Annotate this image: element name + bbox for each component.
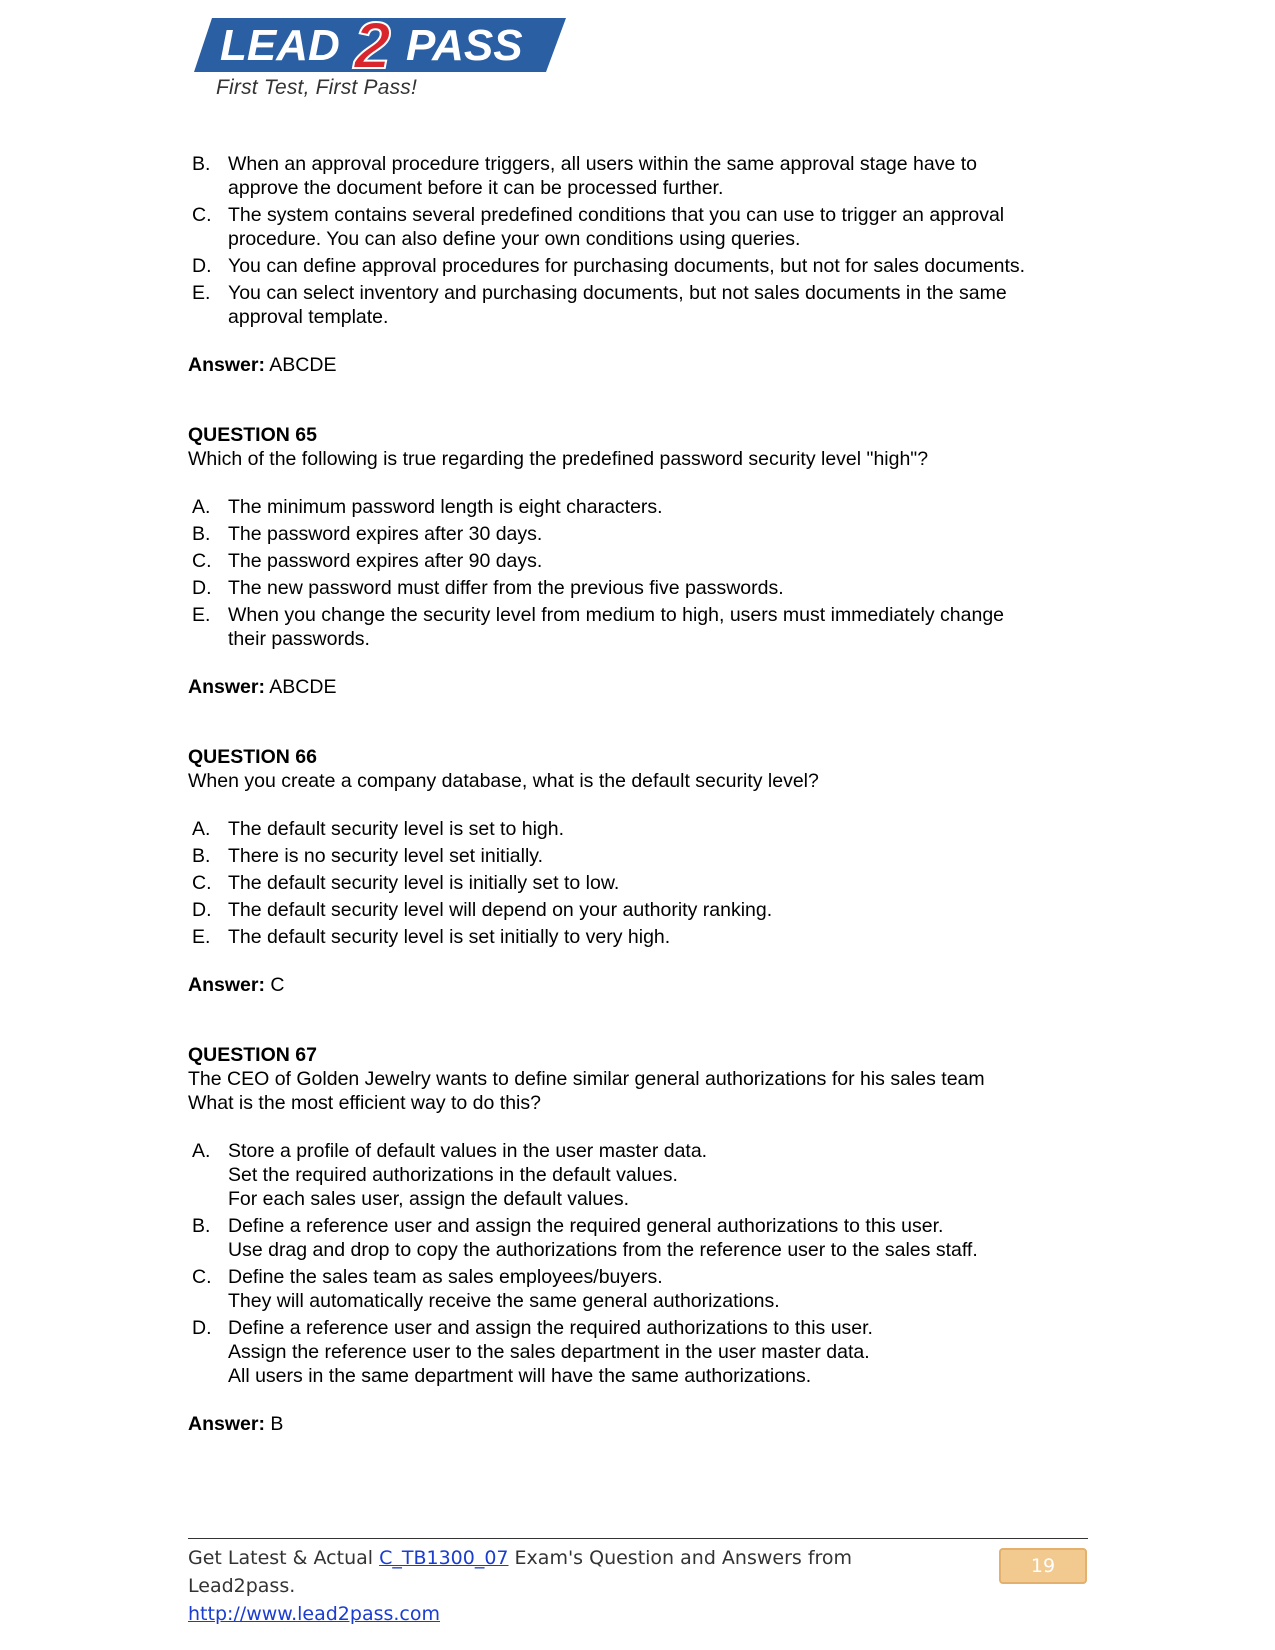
option-text: For each sales user, assign the default values. [228, 1188, 630, 1210]
question-text: The CEO of Golden Jewelry wants to define similar general authorizations for his sales team [188, 1068, 985, 1090]
option-text: approve the document before it can be processed further. [228, 177, 724, 199]
question-title: QUESTION 65 [188, 424, 317, 446]
option-e [188, 281, 1088, 329]
option-text: Store a profile of default values in the user master data. [228, 1140, 708, 1162]
option-d [188, 254, 1088, 278]
question-title: QUESTION 67 [188, 1044, 317, 1066]
exam-code-link[interactable]: C_TB1300_07 [379, 1547, 509, 1569]
options-list [188, 495, 1088, 651]
option-letter: D. [192, 1317, 212, 1339]
question-65 [188, 423, 1088, 699]
option-letter: D. [192, 899, 212, 921]
option-letter: A. [192, 1140, 211, 1162]
option-text: All users in the same department will have the same authorizations. [228, 1365, 812, 1387]
option-c [188, 549, 1088, 573]
option-e [188, 603, 1088, 651]
option-text: The new password must differ from the previous five passwords. [228, 577, 784, 599]
option-c [188, 203, 1088, 251]
option-text: They will automatically receive the same general authorizations. [228, 1290, 780, 1312]
option-letter: C. [192, 204, 212, 226]
option-b [188, 1214, 1088, 1262]
option-letter: A. [192, 496, 211, 518]
answer-value: B [264, 1413, 284, 1435]
footer-prefix: Get Latest & Actual [188, 1547, 380, 1569]
logo-tagline: First Test, First Pass! [216, 76, 418, 99]
option-letter: C. [192, 550, 212, 572]
answer-label: Answer: [188, 676, 265, 698]
option-b [188, 844, 1088, 868]
answer-value: C [264, 974, 285, 996]
logo-text-lead: LEAD [220, 21, 340, 70]
option-b [188, 522, 1088, 546]
option-text: their passwords. [228, 628, 370, 650]
option-text: You can define approval procedures for purchasing documents, but not for sales documents. [228, 255, 1026, 277]
question-text: When you create a company database, what is the default security level? [188, 770, 819, 792]
option-letter: A. [192, 818, 211, 840]
option-letter: B. [192, 1215, 211, 1237]
option-d [188, 898, 1088, 922]
option-text: The default security level is set to high. [228, 818, 565, 840]
option-a [188, 1139, 1088, 1211]
option-text: The minimum password length is eight characters. [228, 496, 663, 518]
answer-line [188, 675, 1088, 699]
option-e [188, 925, 1088, 949]
lead2pass-logo [194, 10, 584, 110]
option-letter: C. [192, 872, 212, 894]
option-b [188, 152, 1088, 200]
logo-text-2: 2 [354, 10, 391, 80]
option-text: The system contains several predefined conditions that you can use to trigger an approval [228, 204, 1005, 226]
options-list [188, 1139, 1088, 1388]
option-text: procedure. You can also define your own conditions using queries. [228, 228, 801, 250]
option-letter: B. [192, 153, 211, 175]
option-text: Set the required authorizations in the default values. [228, 1164, 678, 1186]
question-text: What is the most efficient way to do this? [188, 1092, 541, 1114]
option-text: When an approval procedure triggers, all users within the same approval stage have to [228, 153, 977, 175]
answer-label: Answer: [188, 974, 265, 996]
question-title: QUESTION 66 [188, 746, 317, 768]
site-link[interactable]: http://www.lead2pass.com [188, 1603, 441, 1625]
question-text: Which of the following is true regarding the predefined password security level "high"? [188, 448, 929, 470]
footer-divider [188, 1538, 1088, 1539]
question-64-continued [188, 152, 1088, 377]
option-letter: D. [192, 577, 212, 599]
option-letter: B. [192, 523, 211, 545]
option-text: The password expires after 30 days. [228, 523, 543, 545]
option-text: Assign the reference user to the sales department in the user master data. [228, 1341, 870, 1363]
logo-text-pass: PASS [406, 21, 523, 70]
option-text: There is no security level set initially. [228, 845, 544, 867]
answer-value: ABCDE [264, 676, 337, 698]
option-text: The default security level will depend on your authority ranking. [228, 899, 773, 921]
answer-line [188, 973, 1088, 997]
option-letter: E. [192, 282, 211, 304]
option-text: Define a reference user and assign the required authorizations to this user. [228, 1317, 873, 1339]
option-letter: D. [192, 255, 212, 277]
option-text: The password expires after 90 days. [228, 550, 543, 572]
answer-line [188, 353, 1088, 377]
option-text: Define the sales team as sales employees/buyers. [228, 1266, 663, 1288]
option-d [188, 1316, 1088, 1388]
option-letter: E. [192, 604, 211, 626]
question-67 [188, 1043, 1088, 1436]
answer-label: Answer: [188, 1413, 265, 1435]
options-list [188, 152, 1088, 329]
answer-label: Answer: [188, 354, 265, 376]
option-text: You can select inventory and purchasing documents, but not sales documents in the same [228, 282, 1007, 304]
page-footer [188, 1544, 948, 1628]
option-letter: B. [192, 845, 211, 867]
question-66 [188, 745, 1088, 997]
options-list [188, 817, 1088, 949]
option-letter: C. [192, 1266, 212, 1288]
option-text: When you change the security level from medium to high, users must immediately change [228, 604, 1005, 626]
logo-banner [194, 10, 584, 80]
footer-suffix: Exam's Question and Answers from Lead2pass. [188, 1547, 853, 1597]
option-d [188, 576, 1088, 600]
option-c [188, 1265, 1088, 1313]
option-a [188, 495, 1088, 519]
option-letter: E. [192, 926, 211, 948]
option-text: Define a reference user and assign the required general authorizations to this user. [228, 1215, 944, 1237]
answer-line [188, 1412, 1088, 1436]
page-content [188, 152, 1088, 1436]
option-text: Use drag and drop to copy the authorizations from the reference user to the sales staff. [228, 1239, 978, 1261]
option-c [188, 871, 1088, 895]
option-text: The default security level is initially set to low. [228, 872, 620, 894]
option-a [188, 817, 1088, 841]
option-text: approval template. [228, 306, 389, 328]
answer-value: ABCDE [264, 354, 337, 376]
option-text: The default security level is set initially to very high. [228, 926, 671, 948]
page-number-badge: 19 [999, 1548, 1087, 1584]
